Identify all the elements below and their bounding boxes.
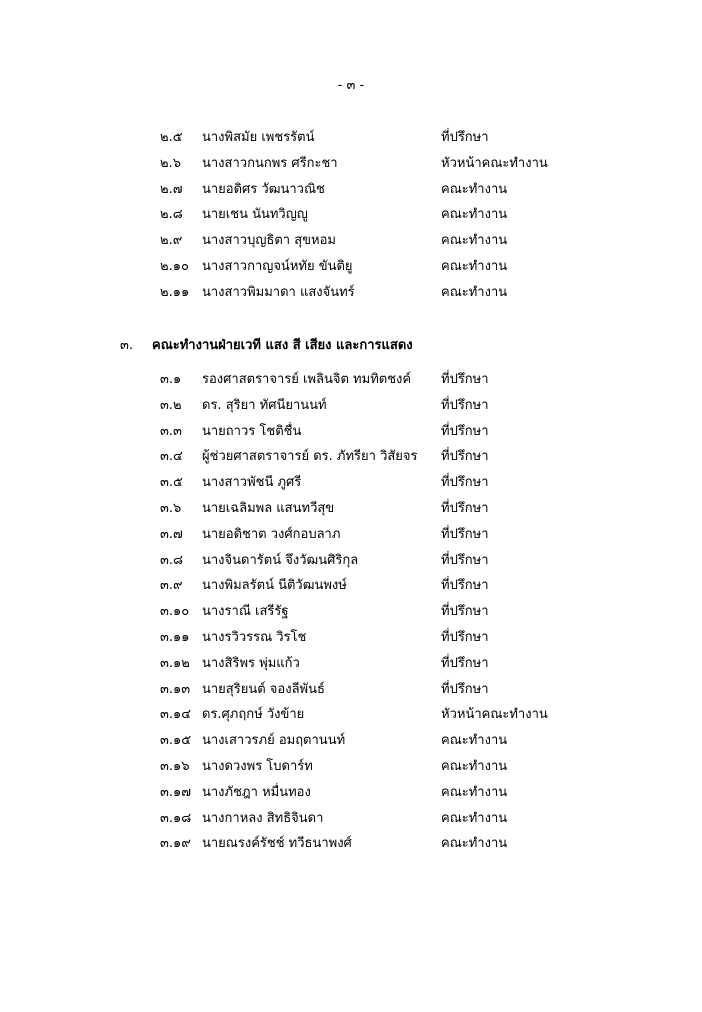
member-role: คณะทำงาน: [441, 733, 508, 749]
item-number: ๓.๗: [160, 526, 183, 542]
item-number: ๓.๑๓: [160, 681, 191, 697]
member-name: นางสาวกาญจน์หทัย ขันติยู: [202, 259, 353, 274]
item-number: ๓.๔: [160, 449, 183, 465]
item-number: ๒.๑๑: [160, 284, 190, 300]
member-role: คณะทำงาน: [441, 181, 508, 197]
member-name: นายสุริยนต์ จองลีพันธ์: [202, 681, 325, 697]
item-number: ๒.๖: [160, 155, 181, 171]
member-role: คณะทำงาน: [441, 259, 508, 274]
list-item: [0, 422, 702, 442]
list-item: [0, 576, 702, 596]
member-name: นางราณี เสรีรัฐ: [202, 604, 289, 620]
list-item: [0, 231, 702, 251]
list-item: [0, 602, 702, 622]
item-number: ๓.๑๖: [160, 759, 190, 774]
item-number: ๓.๑๕: [160, 733, 192, 749]
list-item: [0, 283, 702, 303]
member-role: คณะทำงาน: [441, 284, 508, 300]
member-name: นางสาวกนกพร ศรีกะชา: [202, 155, 338, 171]
member-role: ที่ปรึกษา: [441, 552, 489, 568]
list-item: [0, 370, 702, 390]
member-name: ดร. สุริยา ทัศนียานนท์: [202, 397, 327, 413]
member-role: คณะทำงาน: [441, 759, 508, 774]
list-item: [0, 447, 702, 467]
section-number: ๓.: [120, 338, 134, 353]
item-number: ๓.๙: [160, 578, 183, 594]
item-number: ๓.๑๔: [160, 707, 192, 723]
member-name: นางรวิวรรณ วิรโช: [202, 630, 307, 645]
member-name: นางพิมลรัตน์ นีติวัฒนพงษ์: [202, 578, 347, 594]
member-name: นางจินดารัตน์ จึงวัฒนศิริกุล: [202, 552, 359, 568]
list-item: [0, 128, 702, 148]
list-item: [0, 834, 702, 854]
item-number: ๓.๑๑: [160, 630, 190, 645]
member-name: นายเฉลิมพล แสนทวีสุข: [202, 501, 335, 516]
member-name: ผู้ช่วยศาสตราจารย์ ดร. ภัทรียา วิสัยจร: [202, 449, 418, 465]
list-item: [0, 525, 702, 545]
list-item: [0, 654, 702, 674]
member-role: คณะทำงาน: [441, 836, 508, 852]
list-item: [0, 499, 702, 519]
member-role: ที่ปรึกษา: [441, 423, 489, 439]
member-name: นายอดิชาต วงศ์กอบลาภ: [202, 526, 341, 542]
member-role: คณะทำงาน: [441, 784, 508, 800]
member-role: หัวหน้าคณะทำงาน: [441, 155, 548, 171]
section3-heading: [0, 336, 702, 356]
list-item: [0, 731, 702, 751]
member-role: ที่ปรึกษา: [441, 578, 489, 594]
list-item: [0, 396, 702, 416]
list-item: [0, 551, 702, 571]
member-role: ที่ปรึกษา: [441, 604, 489, 620]
item-number: ๓.๑๘: [160, 810, 192, 826]
item-number: ๓.๒: [160, 397, 182, 413]
page-number: - ๓ -: [337, 78, 365, 93]
member-role: ที่ปรึกษา: [441, 630, 489, 645]
member-name: นางเสาวรภย์ อมฤตานนท์: [202, 733, 346, 749]
item-number: ๒.๘: [160, 207, 183, 223]
member-role: คณะทำงาน: [441, 810, 508, 826]
member-name: นางสิริพร พุ่มแก้ว: [202, 655, 300, 671]
member-name: นางสาวบุญธิตา สุขหอม: [202, 233, 336, 249]
item-number: ๒.๕: [160, 130, 183, 145]
item-number: ๓.๑: [160, 372, 182, 387]
member-name: นายณรงค์รัชช์ ทวีธนาพงศ์: [202, 836, 352, 852]
list-item: [0, 180, 702, 200]
list-item: [0, 705, 702, 725]
list-item: [0, 757, 702, 777]
member-name: นายถาวร โชติชื่น: [202, 423, 302, 439]
member-name: นางภัชฎา หมื่นทอง: [202, 784, 311, 800]
member-role: ที่ปรึกษา: [441, 475, 489, 491]
list-item: [0, 205, 702, 225]
item-number: ๒.๑๐: [160, 259, 189, 274]
item-number: ๓.๘: [160, 552, 184, 568]
member-name: ดร.ศุภฤกษ์ วังข้าย: [202, 707, 305, 723]
item-number: ๓.๕: [160, 475, 183, 491]
member-role: ที่ปรึกษา: [441, 526, 489, 542]
list-item: [0, 783, 702, 803]
item-number: ๒.๗: [160, 181, 183, 197]
item-number: ๒.๙: [160, 233, 183, 249]
item-number: ๓.๓: [160, 423, 182, 439]
section-title: คณะทำงานฝ่ายเวที แสง สี เสียง และการแสดง: [152, 338, 413, 353]
member-role: ที่ปรึกษา: [441, 397, 489, 413]
member-name: รองศาสตราจารย์ เพลินจิต ทมทิตชงค์: [202, 372, 412, 387]
list-item: [0, 154, 702, 174]
member-role: ที่ปรึกษา: [441, 449, 489, 465]
list-item: [0, 628, 702, 648]
member-name: นายอดิศร วัฒนาวณิช: [202, 181, 325, 197]
member-name: นางสาวพิมมาดา แสงจันทร์: [202, 284, 355, 300]
list-item: [0, 473, 702, 493]
member-role: ที่ปรึกษา: [441, 655, 489, 671]
member-name: นางสาวพัชนี ภูศรี: [202, 475, 302, 491]
member-name: นายเชน นันทวิญญู: [202, 207, 308, 223]
list-item: [0, 809, 702, 829]
list-item: [0, 680, 702, 700]
member-role: ที่ปรึกษา: [441, 372, 489, 387]
item-number: ๓.๑๒: [160, 655, 190, 671]
member-name: นางดวงพร โบดาร์ท: [202, 759, 313, 774]
member-role: คณะทำงาน: [441, 207, 508, 223]
member-role: ที่ปรึกษา: [441, 501, 489, 516]
item-number: ๓.๖: [160, 501, 182, 516]
item-number: ๓.๑๙: [160, 836, 191, 852]
member-name: นางกาหลง สิทธิจินดา: [202, 810, 324, 826]
member-role: คณะทำงาน: [441, 233, 508, 249]
member-role: ที่ปรึกษา: [441, 130, 489, 145]
item-number: ๓.๑๗: [160, 784, 192, 800]
member-role: ที่ปรึกษา: [441, 681, 489, 697]
member-role: หัวหน้าคณะทำงาน: [441, 707, 548, 723]
list-item: [0, 257, 702, 277]
item-number: ๓.๑๐: [160, 604, 190, 620]
member-name: นางพิสมัย เพชรรัตน์: [202, 130, 315, 145]
